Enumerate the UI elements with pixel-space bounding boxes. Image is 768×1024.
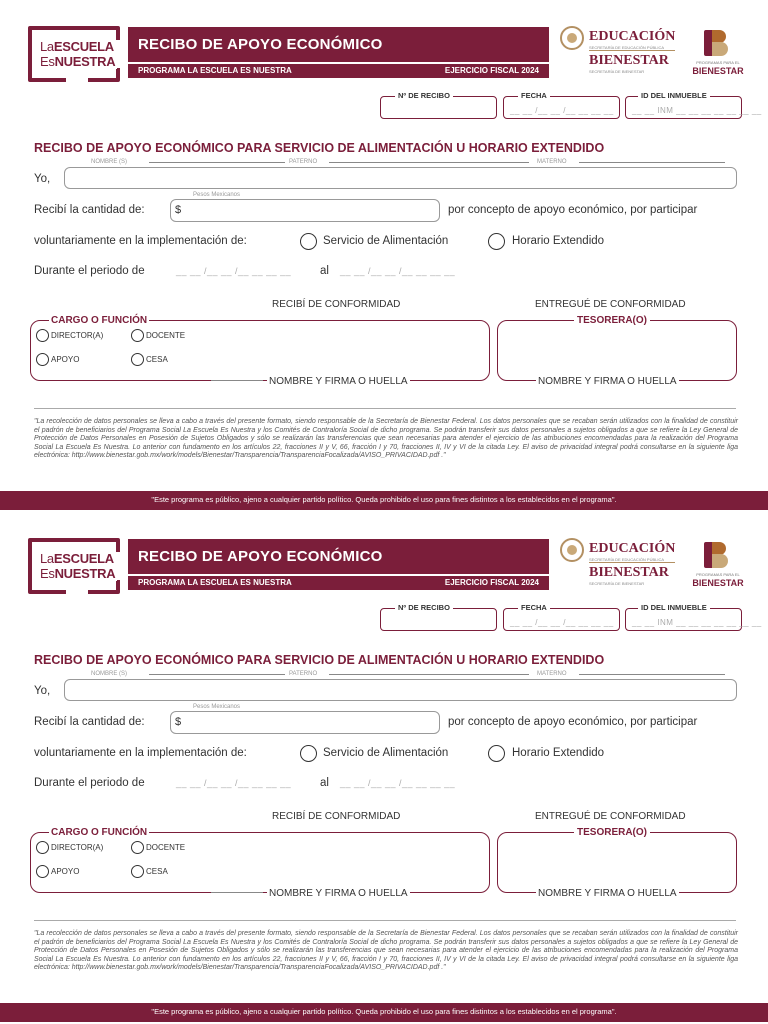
recipient-signature-box[interactable]: CARGO O FUNCIÓN DIRECTOR(A) DOCENTE APOYO CESA NOMBRE Y FIRMA O HUELLA [30,832,490,893]
footer-bar [0,491,768,510]
la-escuela-es-nuestra-logo: LaESCUELA EsNUESTRA [28,538,120,594]
program-bar [128,64,549,78]
cargo-label: CARGO O FUNCIÓN [51,315,148,326]
date-field[interactable]: FECHA __ __ /__ __ /__ __ __ __ [503,96,620,119]
nombre-hint: NOMBRE (S) [91,671,127,677]
footer-bar [0,1003,768,1022]
period-end-field[interactable]: __ __ /__ __ /__ __ __ __ [340,266,456,276]
treasurer-signature-box[interactable] [497,827,737,899]
horario-extendido-label: Horario Extendido [512,235,605,247]
recibi-conformidad-label: RECIBÍ DE CONFORMIDAD [272,299,401,310]
title-bar [128,539,549,574]
entregue-conformidad-label: ENTREGUÉ DE CONFORMIDAD [535,299,686,310]
property-id-label: ID DEL INMUEBLE [638,603,710,612]
date-field[interactable]: FECHA __ __ /__ __ /__ __ __ __ [503,608,620,631]
receipt-number-field[interactable] [380,91,497,119]
cesa-radio[interactable] [131,353,144,366]
receipt-bottom [0,512,768,1024]
treasurer-signature-label: NOMBRE Y FIRMA O HUELLA [538,888,677,899]
pesos-hint: Pesos Mexicanos [193,704,241,710]
property-id-field[interactable]: ID DEL INMUEBLE __ __ INM __ __ __ __ __ __ __ [625,96,742,119]
cesa-radio[interactable] [131,865,144,878]
docente-radio[interactable] [131,841,144,854]
yo-label: Yo, [34,685,51,697]
materno-hint: MATERNO [537,671,567,677]
fiscal-year: EJERCICIO FISCAL 2024 [444,66,539,75]
full-name-field[interactable] [64,159,737,189]
divider [34,408,736,409]
privacy-notice: "La recolección de datos personales se lleva a cabo a través del presente formato, siendo responsable de la Secretaría de Bienestar Federal. Los datos personales que se recaban serán utilizados con la finalidad de constituir el padrón de beneficiarios del Programa Social La Escuela Es Nuestra y los Comités de Contraloría Social de dicho programa. Se podrán transferir sus datos personales a sujetos obligados a que se refiere la Ley General de Protección de Datos Personales en Posesión de Sujetos Obligados y sólo se realizarán las transferencias que sean necesarias para atender el ejercicio de las atribuciones encomendadas para la realización del Programa Social La Escuela Es Nuestra. Lo anterior con fundamento en los artículos 22, fracciones II y V, 66, fracción I y 70, fracciones II, IV y VI de la citada Ley. El aviso de privacidad integral podrá consultarse en la siguiente liga electrónica: http://www.bienestar.gob.mx/work/models/Bienestar/Transparencia/TransparenciaFocalizada/AVISO_PRIVACIDAD.pdf ." [34,930,738,971]
alimentacion-label: Servicio de Alimentación [323,235,449,247]
program-name: PROGRAMA LA ESCUELA ES NUESTRA [138,578,292,587]
concepto-text: por concepto de apoyo económico, por participar [448,716,698,728]
receipt-number-field[interactable] [380,603,497,631]
national-seal-icon [560,26,584,50]
footer-disclaimer: "Este programa es público, ajeno a cualquier partido político. Queda prohibido el uso para fines distintos a los establecidos en el programa". [151,1007,617,1016]
paterno-hint: PATERNO [289,671,318,677]
date-label: FECHA [518,603,550,612]
amount-field[interactable] [170,704,440,734]
al-label: al [320,265,329,277]
alimentacion-radio[interactable] [300,745,317,762]
programas-bienestar-logo: PROGRAMAS PARA EL BIENESTAR [690,540,746,590]
implementation-label: voluntariamente en la implementación de: [34,235,247,247]
alimentacion-radio[interactable] [300,233,317,250]
fiscal-year: EJERCICIO FISCAL 2024 [444,578,539,587]
amount-field[interactable] [170,192,440,222]
docente-radio[interactable] [131,329,144,342]
implementation-label: voluntariamente en la implementación de: [34,747,247,759]
materno-hint: MATERNO [537,159,567,165]
horario-extendido-radio[interactable] [488,745,505,762]
treasurer-signature-label: NOMBRE Y FIRMA O HUELLA [538,376,677,387]
receipt-number-label: Nº DE RECIBO [395,91,453,100]
footer-disclaimer: "Este programa es público, ajeno a cualquier partido político. Queda prohibido el uso para fines distintos a los establecidos en el programa". [151,495,617,504]
title-bar [128,27,549,62]
pesos-hint: Pesos Mexicanos [193,192,241,198]
privacy-notice: "La recolección de datos personales se lleva a cabo a través del presente formato, siendo responsable de la Secretaría de Bienestar Federal. Los datos personales que se recaban serán utilizados con la finalidad de constituir el padrón de beneficiarios del Programa Social La Escuela Es Nuestra y los Comités de Contraloría Social de dicho programa. Se podrán transferir sus datos personales a sujetos obligados a que se refiere la Ley General de Protección de Datos Personales en Posesión de Sujetos Obligados y sólo se realizarán las transferencias que sean necesarias para atender el ejercicio de las atribuciones encomendadas para la realización del Programa Social La Escuela Es Nuestra. Lo anterior con fundamento en los artículos 22, fracciones II y V, 66, fracción I y 70, fracciones II, IV y VI de la citada Ley. El aviso de privacidad integral podrá consultarse en la siguiente liga electrónica: http://www.bienestar.gob.mx/work/models/Bienestar/Transparencia/TransparenciaFocalizada/AVISO_PRIVACIDAD.pdf ." [34,418,738,459]
entregue-conformidad-label: ENTREGUÉ DE CONFORMIDAD [535,811,686,822]
concepto-text: por concepto de apoyo económico, por participar [448,204,698,216]
apoyo-radio[interactable] [36,865,49,878]
period-label: Durante el periodo de [34,777,145,789]
recipient-signature-label: NOMBRE Y FIRMA O HUELLA [269,888,408,899]
date-label: FECHA [518,91,550,100]
receipt-title: RECIBO DE APOYO ECONÓMICO [138,36,383,53]
bienestar-b-icon [704,28,728,58]
property-id-label: ID DEL INMUEBLE [638,91,710,100]
program-bar [128,576,549,590]
property-id-field[interactable]: ID DEL INMUEBLE __ __ INM __ __ __ __ __ __ __ [625,608,742,631]
period-start-field[interactable]: __ __ /__ __ /__ __ __ __ [176,778,292,788]
al-label: al [320,777,329,789]
treasurer-signature-box[interactable] [497,315,737,387]
director-radio[interactable] [36,841,49,854]
educacion-bienestar-logo: EDUCACIÓN SECRETARÍA DE EDUCACIÓN PÚBLICA BIENESTAR SECRETARÍA DE BIENESTAR [560,538,680,590]
director-radio[interactable] [36,329,49,342]
period-end-field[interactable]: __ __ /__ __ /__ __ __ __ [340,778,456,788]
period-label: Durante el periodo de [34,265,145,277]
divider [34,920,736,921]
cargo-label: CARGO O FUNCIÓN [51,827,148,838]
period-start-field[interactable]: __ __ /__ __ /__ __ __ __ [176,266,292,276]
amount-label: Recibí la cantidad de: [34,716,145,728]
national-seal-icon [560,538,584,562]
receipt-number-label: Nº DE RECIBO [395,603,453,612]
alimentacion-label: Servicio de Alimentación [323,747,449,759]
treasurer-label: TESORERA(O) [574,827,650,838]
recibi-conformidad-label: RECIBÍ DE CONFORMIDAD [272,811,401,822]
programas-bienestar-logo: PROGRAMAS PARA EL BIENESTAR [690,28,746,78]
treasurer-label: TESORERA(O) [574,315,650,326]
recipient-signature-box[interactable]: CARGO O FUNCIÓN DIRECTOR(A) DOCENTE APOYO CESA NOMBRE Y FIRMA O HUELLA [30,320,490,381]
yo-label: Yo, [34,173,51,185]
section-heading: RECIBO DE APOYO ECONÓMICO PARA SERVICIO DE ALIMENTACIÓN U HORARIO EXTENDIDO [34,653,605,667]
section-heading: RECIBO DE APOYO ECONÓMICO PARA SERVICIO DE ALIMENTACIÓN U HORARIO EXTENDIDO [34,141,605,155]
full-name-field[interactable] [64,671,737,701]
dollar-sign: $ [175,716,182,728]
horario-extendido-radio[interactable] [488,233,505,250]
horario-extendido-label: Horario Extendido [512,747,605,759]
la-escuela-es-nuestra-logo: LaESCUELA EsNUESTRA [28,26,120,82]
educacion-bienestar-logo: EDUCACIÓN SECRETARÍA DE EDUCACIÓN PÚBLICA BIENESTAR SECRETARÍA DE BIENESTAR [560,26,680,78]
bienestar-b-icon [704,540,728,570]
recipient-signature-label: NOMBRE Y FIRMA O HUELLA [269,376,408,387]
paterno-hint: PATERNO [289,159,318,165]
amount-label: Recibí la cantidad de: [34,204,145,216]
apoyo-radio[interactable] [36,353,49,366]
receipt-title: RECIBO DE APOYO ECONÓMICO [138,548,383,565]
program-name: PROGRAMA LA ESCUELA ES NUESTRA [138,66,292,75]
nombre-hint: NOMBRE (S) [91,159,127,165]
dollar-sign: $ [175,204,182,216]
